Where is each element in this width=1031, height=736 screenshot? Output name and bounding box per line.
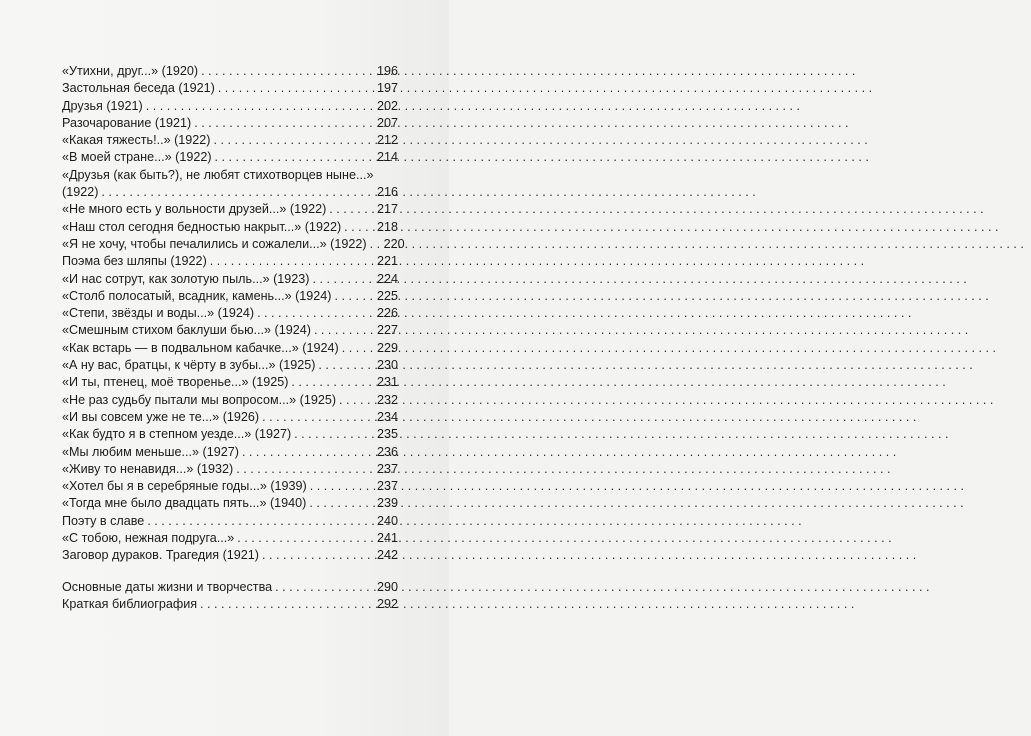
dot-leader bbox=[314, 322, 371, 339]
toc-entry-title: «Я не хочу, чтобы печалились и сожалели...» (1922) bbox=[62, 236, 367, 251]
toc-entry bbox=[62, 149, 398, 166]
dot-leader bbox=[210, 253, 371, 270]
dot-leader bbox=[312, 271, 371, 288]
dot-leader bbox=[201, 63, 371, 80]
toc-entry bbox=[62, 63, 398, 80]
dot-leader bbox=[257, 305, 371, 322]
toc-entry-page: 234 bbox=[376, 409, 398, 424]
toc-entry-page: 290 bbox=[376, 579, 398, 594]
toc-entry-title: «А ну вас, братцы, к чёрту в зубы...» (1925) bbox=[62, 358, 316, 373]
dot-leader bbox=[214, 132, 372, 149]
toc-entry-title: Заговор дураков. Трагедия (1921) bbox=[62, 548, 259, 563]
dot-leader bbox=[237, 530, 371, 547]
toc-entry-title: «Живу то ненавидя...» (1932) bbox=[62, 461, 234, 476]
toc-entry-page: 227 bbox=[376, 323, 398, 338]
dot-leader bbox=[294, 426, 371, 443]
dot-leader bbox=[147, 513, 371, 530]
dot-leader bbox=[218, 80, 371, 97]
toc-entry-page: 242 bbox=[376, 548, 398, 563]
dot-leader bbox=[339, 392, 371, 409]
dot-leader bbox=[262, 547, 371, 564]
dot-leader bbox=[309, 495, 371, 512]
toc-entry bbox=[62, 461, 398, 478]
dot-leader bbox=[335, 288, 372, 305]
toc-entry-title: Застольная беседа (1921) bbox=[62, 81, 215, 96]
toc-entry-title: «Не раз судьбу пытали мы вопросом...» (1925) bbox=[62, 392, 337, 407]
toc-entry-page: 216 bbox=[376, 185, 398, 200]
dot-leader bbox=[194, 115, 371, 132]
toc-entry-title: «Столб полосатый, всадник, камень...» (1924) bbox=[62, 288, 332, 303]
toc-entry bbox=[62, 322, 398, 339]
toc-entry bbox=[62, 478, 398, 495]
toc-entry-title: «Тогда мне было двадцать пять...» (1940) bbox=[62, 496, 307, 511]
toc-entry-title: Основные даты жизни и творчества bbox=[62, 579, 273, 594]
toc-entry-page: 236 bbox=[376, 444, 398, 459]
toc-entry-page: 237 bbox=[376, 479, 398, 494]
toc-entry bbox=[62, 80, 398, 97]
toc-entry bbox=[62, 236, 405, 253]
toc-entry-page: 239 bbox=[376, 496, 398, 511]
toc-entry-page: 292 bbox=[376, 596, 398, 611]
toc-entry-title: «Как встарь — в подвальном кабачке...» (1924) bbox=[62, 340, 339, 355]
toc-entry-page: 231 bbox=[376, 375, 398, 390]
dot-leader bbox=[310, 478, 371, 495]
toc-entry-page: 232 bbox=[376, 392, 398, 407]
toc-entry-title: Разочарование (1921) bbox=[62, 115, 192, 130]
dot-leader bbox=[146, 98, 371, 115]
toc-entry bbox=[62, 340, 398, 357]
toc-entry bbox=[62, 374, 398, 391]
toc-entry-page: 214 bbox=[376, 150, 398, 165]
toc-entry bbox=[62, 271, 398, 288]
toc-entry bbox=[62, 167, 398, 184]
toc-appendix-entry bbox=[62, 579, 398, 596]
toc-entry-page: 240 bbox=[376, 513, 398, 528]
dot-leader bbox=[370, 236, 378, 253]
dot-leader bbox=[101, 184, 371, 201]
dot-leader bbox=[275, 579, 371, 596]
toc-entry bbox=[62, 444, 398, 461]
dot-leader bbox=[291, 374, 371, 391]
dot-leader bbox=[236, 461, 371, 478]
toc-entry-page: 235 bbox=[376, 427, 398, 442]
toc-entry-page: 196 bbox=[376, 64, 398, 78]
toc-entry bbox=[62, 253, 398, 270]
toc-entry-title: «Утихни, друг...» (1920) bbox=[62, 64, 199, 78]
toc-entry-title: «Смешным стихом баклуши бью...» (1924) bbox=[62, 323, 311, 338]
toc-entry-title: Поэту в славе bbox=[62, 513, 145, 528]
toc-entry-title: «Мы любим меньше...» (1927) bbox=[62, 444, 239, 459]
toc-entry-title: «И вы совсем уже не те...» (1926) bbox=[62, 409, 260, 424]
toc-entry-page: 197 bbox=[376, 81, 398, 96]
toc-entry-title: «Не много есть у вольности друзей...» (1922) bbox=[62, 202, 327, 217]
toc-entry bbox=[62, 201, 398, 218]
toc-entry bbox=[62, 98, 398, 115]
toc-entry-page: 226 bbox=[376, 306, 398, 321]
toc-entry-page: 217 bbox=[376, 202, 398, 217]
toc-entry-title: «Какая тяжесть!..» (1922) bbox=[62, 133, 211, 148]
toc-entry-page: 230 bbox=[376, 358, 398, 373]
table-of-contents bbox=[62, 63, 405, 613]
toc-entry-title: «Хотел бы я в серебряные годы...» (1939) bbox=[62, 479, 307, 494]
toc-entry bbox=[62, 288, 398, 305]
section-gap bbox=[62, 565, 398, 579]
toc-entry-page: 218 bbox=[376, 219, 398, 234]
toc-entry bbox=[62, 219, 398, 236]
toc-entry bbox=[62, 409, 398, 426]
toc-entry bbox=[62, 530, 398, 547]
toc-entry-page: 229 bbox=[376, 340, 398, 355]
toc-entry-title: «Наш стол сегодня бедностью накрыт...» (1922) bbox=[62, 219, 342, 234]
toc-entry bbox=[62, 184, 398, 201]
toc-entry-title: Краткая библиография bbox=[62, 596, 198, 611]
toc-entry-title: «Друзья (как быть?), не любят стихотворцев ныне...» bbox=[62, 167, 374, 182]
toc-entry-title: «И нас сотрут, как золотую пыль...» (1923) bbox=[62, 271, 310, 286]
toc-entry-title: Друзья (1921) bbox=[62, 98, 143, 113]
dot-leader bbox=[344, 219, 371, 236]
toc-entry bbox=[62, 357, 398, 374]
book-page bbox=[0, 0, 449, 736]
toc-entry-title: (1922) bbox=[62, 185, 99, 200]
toc-entry-title: «И ты, птенец, моё творенье...» (1925) bbox=[62, 375, 289, 390]
toc-entry bbox=[62, 132, 398, 149]
toc-entry-title: «Как будто я в степном уезде...» (1927) bbox=[62, 427, 292, 442]
toc-entry-page: 237 bbox=[376, 461, 398, 476]
toc-entry bbox=[62, 495, 398, 512]
toc-entry-page: 241 bbox=[376, 531, 398, 546]
toc-entry bbox=[62, 305, 398, 322]
toc-entry bbox=[62, 547, 398, 564]
dot-leader bbox=[215, 149, 371, 166]
dot-leader bbox=[242, 444, 371, 461]
toc-entry-page: 225 bbox=[376, 288, 398, 303]
toc-entry-page: 220 bbox=[383, 236, 405, 251]
toc-entry-page: 207 bbox=[376, 115, 398, 130]
dot-leader bbox=[262, 409, 371, 426]
toc-entry-page: 212 bbox=[376, 133, 398, 148]
toc-entry-title: Поэма без шляпы (1922) bbox=[62, 254, 207, 269]
toc-entry bbox=[62, 426, 398, 443]
toc-entry bbox=[62, 513, 398, 530]
toc-appendix-entry bbox=[62, 596, 398, 613]
toc-entry-title: «В моей стране...» (1922) bbox=[62, 150, 212, 165]
toc-entry-page: 202 bbox=[376, 98, 398, 113]
dot-leader bbox=[329, 201, 371, 218]
toc-entry-page: 221 bbox=[376, 254, 398, 269]
dot-leader bbox=[342, 340, 371, 357]
dot-leader bbox=[200, 596, 371, 613]
toc-entry-title: «С тобою, нежная подруга...» bbox=[62, 531, 235, 546]
toc-entry bbox=[62, 392, 398, 409]
dot-leader bbox=[318, 357, 371, 374]
toc-entry-page: 224 bbox=[376, 271, 398, 286]
toc-entry-title: «Степи, звёзды и воды...» (1924) bbox=[62, 306, 255, 321]
toc-entry bbox=[62, 115, 398, 132]
